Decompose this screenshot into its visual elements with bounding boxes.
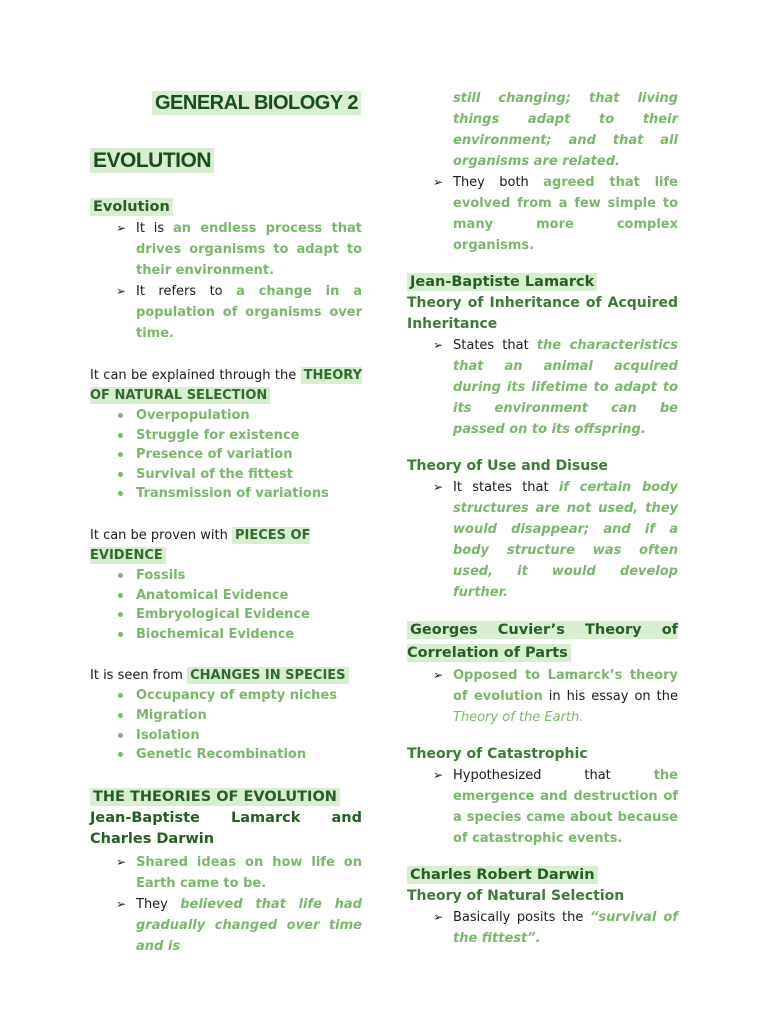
list-item: Transmission of variations (116, 484, 362, 504)
evidence-intro: It can be proven with PIECES OF EVIDENCE (90, 527, 311, 563)
lamarck-theory1-points (407, 335, 678, 440)
theories-heading: THE THEORIES OF EVOLUTION (90, 787, 362, 808)
changes-list (90, 686, 362, 764)
natural-selection-list (90, 406, 362, 504)
changes-intro: It is seen from CHANGES IN SPECIES (90, 666, 362, 686)
list-item: ➢ They believed that life had gradually changed over time and is (116, 894, 362, 957)
list-item: Survival of the fittest (116, 465, 362, 485)
darwin-theory: Theory of Natural Selection (407, 888, 625, 904)
list-item: Overpopulation (116, 406, 362, 426)
catastrophic-heading: Theory of Catastrophic (407, 746, 588, 762)
list-item: Fossils (116, 566, 362, 586)
list-item: ➢ It is an endless process that drives organisms to adapt to their environment. (116, 218, 362, 281)
evolution-points (90, 218, 362, 344)
list-item: ➢ Shared ideas on how life on Earth came to be. (116, 852, 362, 894)
darwin-heading: Charles Robert Darwin (407, 865, 678, 886)
list-item: Biochemical Evidence (116, 625, 362, 645)
lamarck-darwin-points (90, 852, 362, 957)
section-title: EVOLUTION (90, 149, 362, 173)
right-column (407, 88, 678, 949)
natural-selection-intro: It can be explained through the THEORY OF NATURAL SELECTION (90, 368, 362, 403)
list-item: ➢ Opposed to Lamarck’s theory of evolution in his essay on the Theory of the Earth. (433, 665, 678, 728)
list-item: ➢ Basically posits the “survival of the fittest”. (433, 907, 678, 949)
cuvier-heading: Georges Cuvier’s Theory of Correlation of Parts (407, 622, 678, 661)
cuvier-points (407, 665, 678, 728)
document-title: GENERAL BIOLOGY 2 (152, 92, 362, 115)
list-item: ➢ It states that if certain body structures are not used, they would disappear; and if a body structure was often used, it would develop further. (433, 477, 678, 603)
list-item: ➢ Hypothesized that the emergence and destruction of a species came about because of catastrophic events. (433, 765, 678, 849)
list-item: ➢ They both agreed that life evolved from a few simple to many more complex organisms. (433, 172, 678, 256)
lamarck-theory2-points (407, 477, 678, 603)
left-column (90, 88, 362, 957)
list-item: Anatomical Evidence (116, 586, 362, 606)
lamarck-theory-inheritance: Theory of Inheritance of Acquired Inheritance (407, 295, 678, 332)
list-item: Migration (116, 706, 362, 726)
evidence-list (90, 566, 362, 644)
list-item: Occupancy of empty niches (116, 686, 362, 706)
evolution-heading: Evolution (90, 197, 362, 218)
list-item: Isolation (116, 726, 362, 746)
list-item: Presence of variation (116, 445, 362, 465)
lamarck-heading: Jean-Baptiste Lamarck (407, 272, 678, 293)
darwin-points (407, 907, 678, 949)
list-item-continued: still changing; that living things adapt to their environment; and that all organisms are related. (453, 91, 678, 169)
lamarck-theory-use-disuse: Theory of Use and Disuse (407, 458, 609, 474)
list-item: Genetic Recombination (116, 745, 362, 765)
list-item: Struggle for existence (116, 426, 362, 446)
list-item: ➢ It refers to a change in a population of organisms over time. (116, 281, 362, 344)
list-item: Embryological Evidence (116, 605, 362, 625)
list-item: ➢ States that the characteristics that an animal acquired during its lifetime to adapt to its environment can be passed on to its offspring. (433, 335, 678, 440)
lamarck-darwin-points-cont (407, 88, 678, 256)
lamarck-darwin-heading: Jean-Baptiste Lamarck and Charles Darwin (90, 809, 362, 847)
catastrophic-points (407, 765, 678, 849)
